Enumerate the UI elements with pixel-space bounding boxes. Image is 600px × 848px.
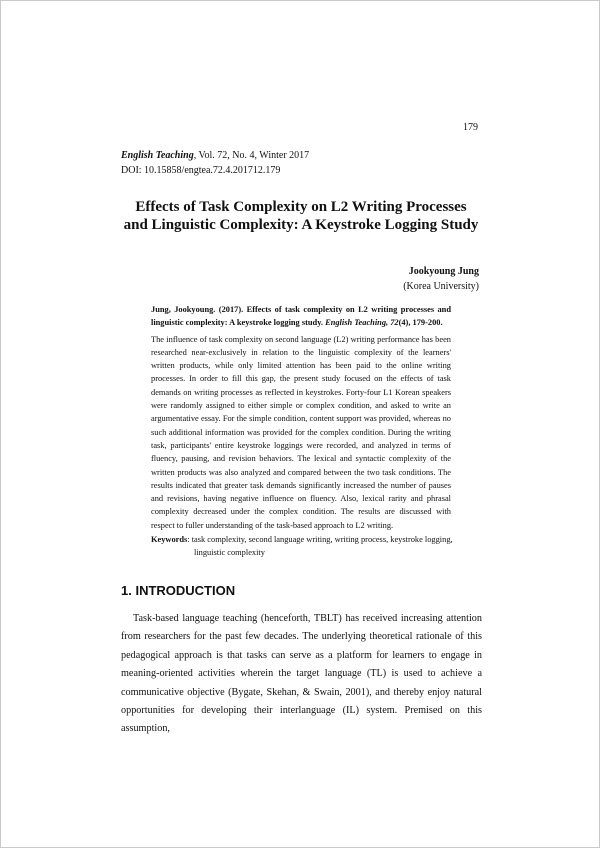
author-block (403, 264, 479, 294)
keywords-line-2: linguistic complexity (194, 548, 265, 558)
author-affiliation: (Korea University) (403, 281, 479, 292)
keywords-label: Keywords (151, 535, 188, 544)
title-line-2: and Linguistic Complexity: A Keystroke Logging Study (123, 217, 479, 233)
title-line-1: Effects of Task Complexity on L2 Writing Processes (135, 199, 467, 215)
abstract-block (151, 303, 451, 532)
citation-journal: English Teaching, 72 (325, 318, 399, 328)
section-heading: 1. INTRODUCTION (121, 583, 236, 598)
citation-suffix: (4), 179-200. (398, 318, 443, 328)
journal-line (121, 148, 309, 163)
author-name: Jookyoung Jung (408, 266, 479, 277)
journal-info (121, 148, 309, 178)
paper-title (81, 198, 521, 234)
keywords (151, 533, 456, 560)
journal-name: English Teaching (121, 150, 194, 161)
citation (151, 303, 451, 330)
intro-paragraph: Task-based language teaching (henceforth, TBLT) has received increasing attention from researchers for the past few decades. The underlying theoretical rationale of this pedagogical approach is that tasks can serve as a platform for learners to engage in meaning-oriented activities wherein the target language (TL) is used to achieve a communicative objective (Bygate, Skehan, & Swain, 2001), and thereby enjoy natural opportunities for developing their interlanguage (IL) system. Premised on this assumption, (121, 613, 482, 735)
keywords-line-1: : task complexity, second language writing, writing process, keystroke logging, (187, 535, 453, 544)
journal-details: , Vol. 72, No. 4, Winter 2017 (193, 150, 310, 161)
page-number: 179 (463, 122, 478, 133)
citation-prefix: Jung, Jookyoung. (2017). Effects of task complexity on L2 writing processes and linguistic complexity: A keystroke logging study. (151, 305, 451, 328)
doi: DOI: 10.15858/engtea.72.4.201712.179 (121, 165, 281, 176)
abstract-text: The influence of task complexity on second language (L2) writing performance has been researched near-exclusively in relation to the linguistic complexity of the learners' written products, while only limited attention has been paid to the online writing processes. In order to fill this gap, the present study focused on the effects of task demands on writing processes as reflected in keystrokes. Forty-four L1 Korean speakers were randomly assigned to either simple or complex condition, and asked to write an argumentative essay. For the simple condition, content support was provided, whereas no such additional information was provided for the complex condition. During the writing task, participants' entire keystroke loggings were recorded, and analyzed in terms of fluency, pausing, and revision behaviors. The lexical and syntactic complexity of the written products was also analyzed and compared between the two task conditions. The results indicated that greater task demands significantly increased the number of pauses and revisions, having negative influence on fluency. Also, lexical rarity and phrasal complexity decreased under the complex condition. The results are discussed with respect to fuller understanding of the task-based approach to L2 writing. (151, 334, 451, 530)
